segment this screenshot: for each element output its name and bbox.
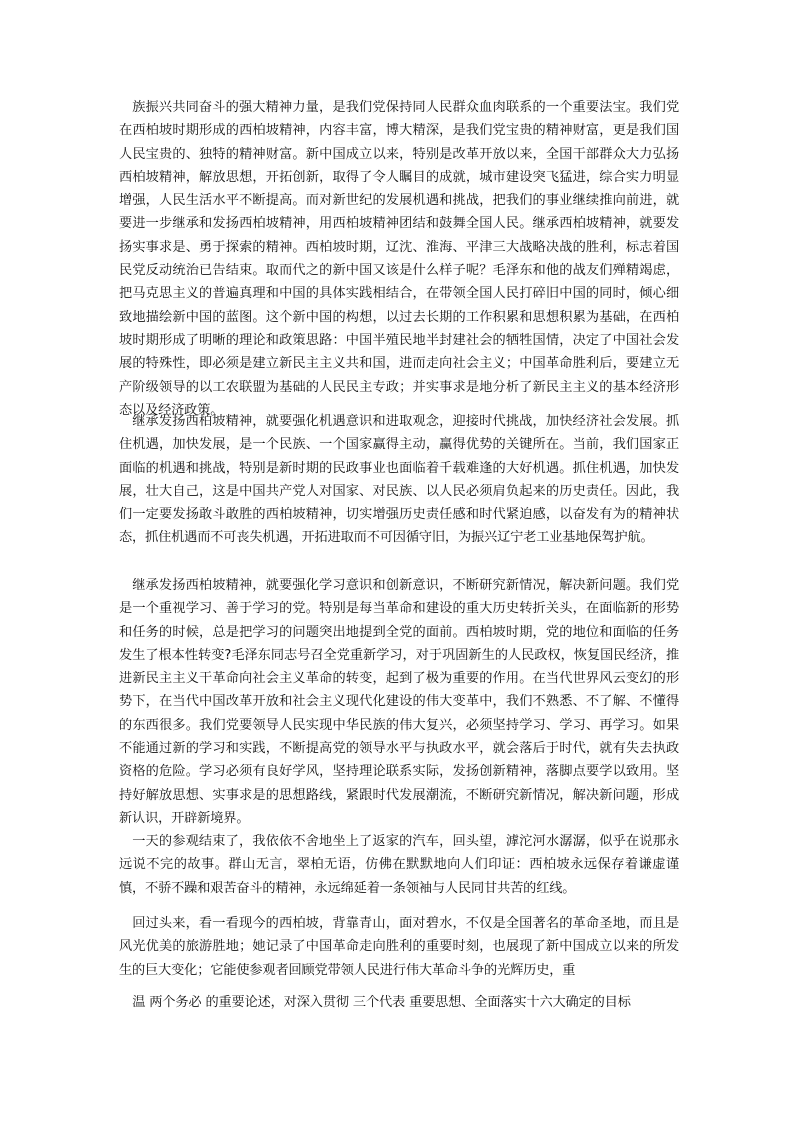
paragraph-2: 继承发扬西柏坡精神，就要强化机遇意识和进取观念，迎接时代挑战，加快经济社会发展。抓住机遇，加快发展，是一个民族、一个国家赢得主动，赢得优势的关键所在。当前，我们国家正面临的机遇和挑战，特别是新时期的民政事业也面临着千载难逢的大好机遇。抓住机遇，加快发展，壮大自己，这是中国共产党人对国家、对民族、以人民必须肩负起来的历史责任。因此，我们一定要发扬敢斗敢胜的西柏坡精神，切实增强历史责任感和时代紧迫感，以奋发有为的精神状态，抓住机遇而不可丧失机遇，开拓进取而不可因循守旧，为振兴辽宁老工业基地保驾护航。 — [119, 414, 679, 546]
paragraph-3: 继承发扬西柏坡精神，就要强化学习意识和创新意识，不断研究新情况，解决新问题。我们党是一个重视学习、善于学习的党。特别是每当革命和建设的重大历史转折关头，在面临新的形势和任务的时候，总是把学习的问题突出地提到全党的面前。西柏坡时期，党的地位和面临的任务发生了根本性转变?毛泽东同志号召全党重新学习，对于巩固新生的人民政权，恢复国民经济，推进新民主主义干革命向社会主义革命的转变，起到了极为重要的作用。在当代世界风云变幻的形势下，在当代中国改革开放和社会主义现代化建设的伟大变革中，我们不熟悉、不了解、不懂得的东西很多。我们党要领导人民实现中华民族的伟大复兴，必须坚持学习、学习、再学习。如果不能通过新的学习和实践，不断提高党的领导水平与执政水平，就会落后于时代，就有失去执政资格的危险。学习必须有良好学风，坚持理论联系实际，发扬创新精神，落脚点要学以致用。坚持好解放思想、实事求是的思想路线，紧跟时代发展潮流，不断研究新情况，解决新问题，形成新认识，开辟新境界。 — [119, 578, 679, 826]
paragraph-6: 温 两个务必 的重要论述，对深入贯彻 三个代表 重要思想、全面落实十六大确定的目标 — [132, 995, 631, 1010]
paragraph-5: 回过头来，看一看现今的西柏坡，背靠青山，面对碧水，不仅是全国著名的革命圣地，而且是风光优美的旅游胜地；她记录了中国革命走向胜利的重要时刻，也展现了新中国成立以来的所发生的巨大变化；它能使参观者回顾党带领人民进行伟大革命斗争的光辉历史，重 — [119, 916, 679, 978]
paragraph-1: 族振兴共同奋斗的强大精神力量，是我们党保持同人民群众血肉联系的一个重要法宝。我们党在西柏坡时期形成的西柏坡精神，内容丰富，博大精深，是我们党宝贵的精神财富，更是我们国人民宝贵的、独特的精神财富。新中国成立以来，特别是改革开放以来，全国干部群众大力弘扬西柏坡精神，解放思想，开拓创新，取得了令人瞩目的成就，城市建设突飞猛进，综合实力明显增强，人民生活水平不断提高。而对新世纪的发展机遇和挑战，把我们的事业继续推向前进，就要进一步继承和发扬西柏坡精神，用西柏坡精神团结和鼓舞全国人民。继承西柏坡精神，就要发扬实事求是、勇于探索的精神。西柏坡时期，辽沈、淮海、平津三大战略决战的胜利，标志着国民党反动统治已告结束。取而代之的新中国又该是什么样子呢？毛泽东和他的战友们殚精竭虑，把马克思主义的普遍真理和中国的具体实践相结合，在带领全国人民打碎旧中国的同时，倾心细致地描绘新中国的蓝图。这个新中国的构想，以过去长期的工作积累和思想积累为基础，在西柏坡时期形成了明晰的理论和政策思路：中国半殖民地半封建社会的牺牲国情，决定了中国社会发展的特殊性，即必须是建立新民主主义共和国，进而走向社会主义；中国革命胜利后，要建立无产阶级领导的以工农联盟为基础的人民民主专政；并实事求是地分析了新民主主义的基本经济形态以及经济政策。 — [119, 100, 679, 418]
paragraph-4: 一天的参观结束了，我依依不舍地坐上了返家的汽车，回头望，滹沱河水潺潺，似乎在说那永远说不完的故事。群山无言，翠柏无语，仿佛在默默地向人们印证：西柏坡永远保存着谦虚谨慎，不骄不躁和艰苦奋斗的精神，永远绵延着一条领袖与人民同甘共苦的红线。 — [119, 834, 679, 896]
